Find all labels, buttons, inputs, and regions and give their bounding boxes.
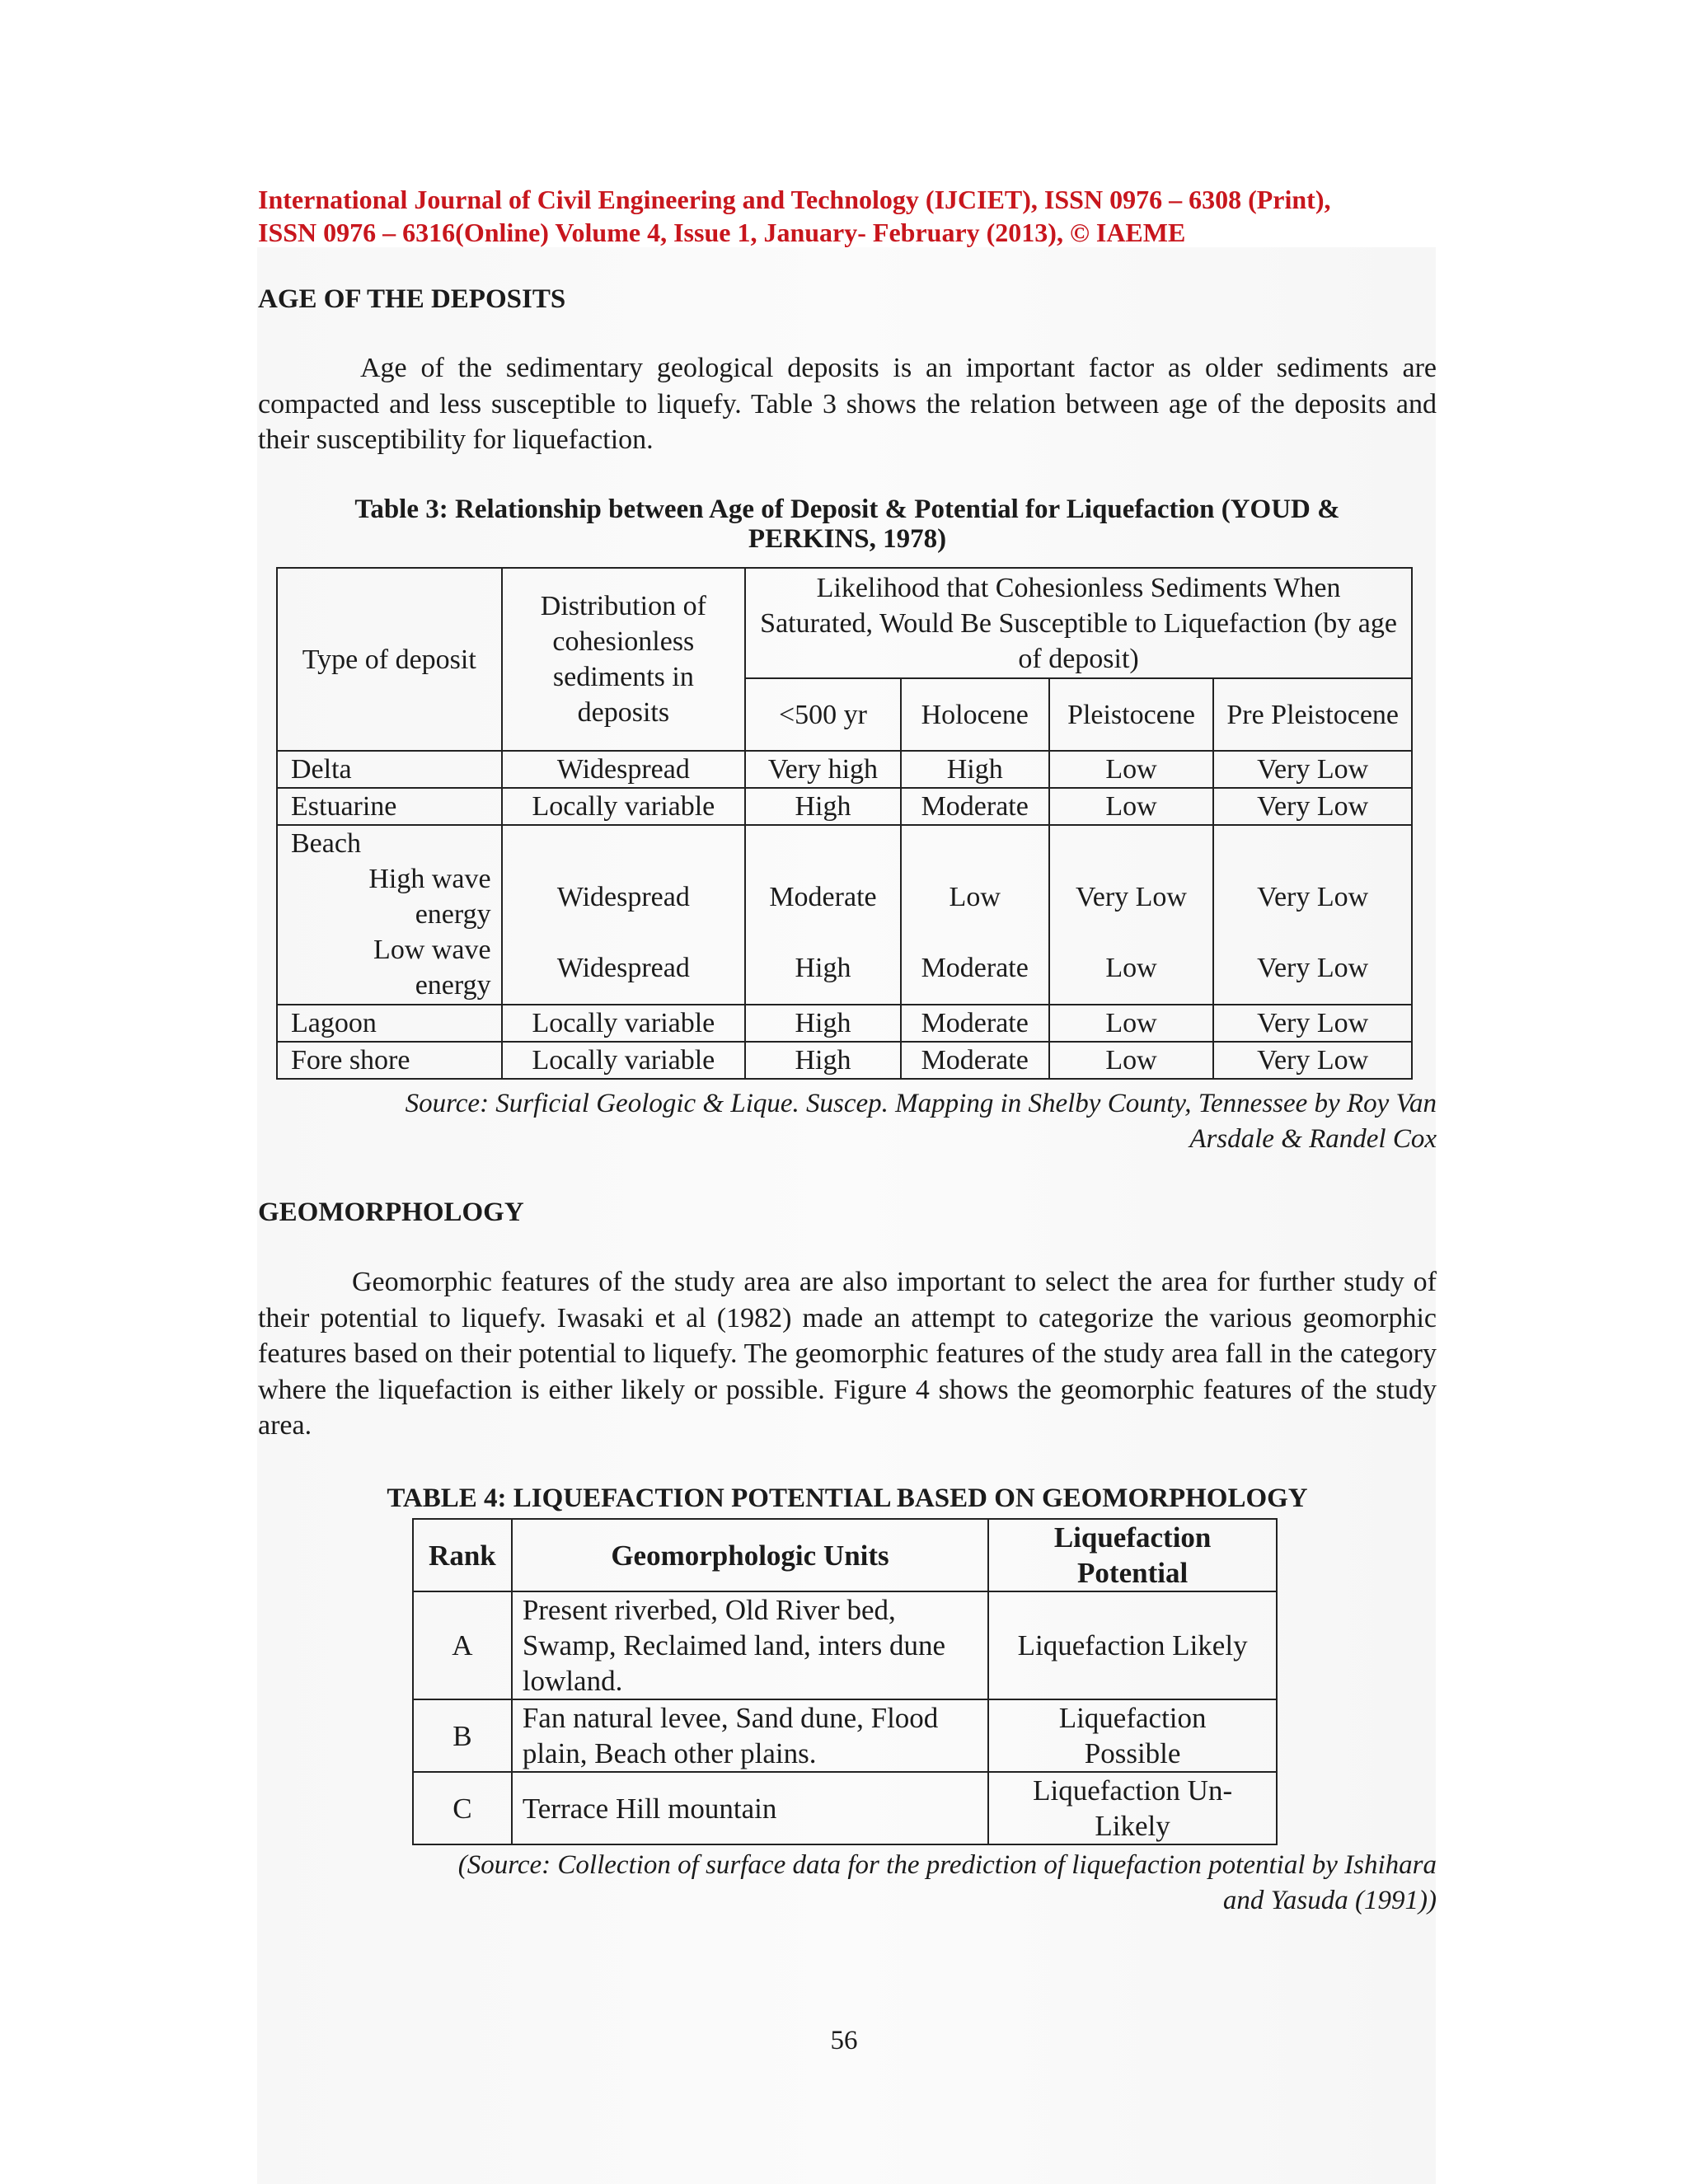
table3-cell-value-beach xyxy=(745,825,901,1005)
table4-header-potential: Liquefaction Potential xyxy=(988,1519,1277,1591)
table4-cell-units: Fan natural levee, Sand dune, Flood plain, Beach other plains. xyxy=(512,1699,988,1772)
table3-cell-value-beach xyxy=(901,825,1049,1005)
table3-beach-low-wave: Low wave energy xyxy=(373,935,491,1001)
table3-cell-value: Very Low xyxy=(1257,881,1369,912)
table3-cell-value: Low xyxy=(1105,952,1157,983)
table3 xyxy=(276,567,1413,1080)
journal-header-line-1: International Journal of Civil Engineering and Technology (IJCIET), ISSN 0976 – 6308 (Print), xyxy=(258,185,1331,214)
paragraph-geomorphology: Geomorphic features of the study area are also important to select the area for further study of their potential to liquefy. Iwasaki et al (1982) made an attempt to categorize the various geomorphic features based on their potential to liquefy. The geomorphic features of the study area fall in the category where the liquefaction is either likely or possible. Figure 4 shows the geomorphic features of the study area. xyxy=(258,1267,1437,1441)
table4-cell-rank: C xyxy=(413,1772,512,1844)
table3-cell-value: Very Low xyxy=(1213,1005,1412,1042)
table3-cell-value: Very Low xyxy=(1213,1042,1412,1079)
table4-caption: TABLE 4: LIQUEFACTION POTENTIAL BASED ON GEOMORPHOLOGY xyxy=(387,1483,1308,1513)
table3-cell-type-beach xyxy=(277,825,502,1005)
table3-cell-value: Moderate xyxy=(901,1005,1049,1042)
table-row xyxy=(413,1772,1277,1844)
table4-cell-potential: Liquefaction Likely xyxy=(988,1591,1277,1699)
table3-header-type: Type of deposit xyxy=(277,568,502,751)
table3-cell-value: Low xyxy=(949,881,1001,912)
table4-cell-units: Present riverbed, Old River bed, Swamp, Reclaimed land, inters dune lowland. xyxy=(512,1591,988,1699)
table-row xyxy=(277,788,1412,825)
page-number: 56 xyxy=(830,2026,858,2055)
table3-header-likelihood: Likelihood that Cohesionless Sediments When Saturated, Would Be Susceptible to Liquefaction (by age of deposit) xyxy=(745,568,1412,678)
table3-cell-value: Very Low xyxy=(1213,788,1412,825)
table3-cell-type: Fore shore xyxy=(277,1042,502,1079)
table3-cell-type: Delta xyxy=(277,751,502,788)
table4-header-units: Geomorphologic Units xyxy=(512,1519,988,1591)
table4-source xyxy=(258,1848,1437,1919)
table3-caption-line-2: PERKINS, 1978) xyxy=(748,524,947,554)
table3-cell-value: Very Low xyxy=(1257,952,1369,983)
table3-cell-value: Moderate xyxy=(901,788,1049,825)
table3-age-lt500: <500 yr xyxy=(745,678,901,751)
table3-cell-distribution-beach xyxy=(502,825,746,1005)
table3-beach-label: Beach xyxy=(291,828,361,859)
table3-cell-value: High xyxy=(901,751,1049,788)
table3-age-pre-pleistocene: Pre Pleistocene xyxy=(1213,678,1412,751)
table3-age-pleistocene: Pleistocene xyxy=(1049,678,1214,751)
table3-cell-distribution: Widespread xyxy=(556,881,690,912)
table3-cell-type: Lagoon xyxy=(277,1005,502,1042)
table-row xyxy=(277,1042,1412,1079)
table3-cell-value: Low xyxy=(1049,751,1214,788)
table4-header-row xyxy=(413,1519,1277,1591)
table4 xyxy=(412,1518,1278,1845)
table3-caption-line-1: Table 3: Relationship between Age of Deposit & Potential for Liquefaction (YOUD & xyxy=(354,494,1340,524)
table3-cell-value: Very high xyxy=(745,751,901,788)
table4-cell-rank: A xyxy=(413,1591,512,1699)
table3-cell-value: Low xyxy=(1049,1042,1214,1079)
table3-cell-value: Very Low xyxy=(1213,751,1412,788)
table3-cell-value: Very Low xyxy=(1075,881,1187,912)
table3-cell-value-beach xyxy=(1213,825,1412,1005)
table3-cell-distribution: Locally variable xyxy=(502,1042,746,1079)
table4-cell-rank: B xyxy=(413,1699,512,1772)
table-row-beach xyxy=(277,825,1412,1005)
section-heading-age: AGE OF THE DEPOSITS xyxy=(258,284,566,314)
table3-cell-value: Moderate xyxy=(769,881,877,912)
table3-beach-high-wave: High wave energy xyxy=(368,864,491,930)
table3-cell-distribution: Widespread xyxy=(502,751,746,788)
table3-cell-value: High xyxy=(745,788,901,825)
journal-header xyxy=(258,183,1438,249)
table3-cell-distribution: Widespread xyxy=(556,952,690,983)
table3-source xyxy=(231,1086,1437,1157)
table3-cell-value: Moderate xyxy=(901,1042,1049,1079)
table-row xyxy=(277,1005,1412,1042)
table-row xyxy=(413,1699,1277,1772)
table4-source-line-1: (Source: Collection of surface data for the prediction of liquefaction potential by Ishihara xyxy=(457,1850,1437,1880)
table3-cell-distribution: Locally variable xyxy=(502,788,746,825)
table3-age-holocene: Holocene xyxy=(901,678,1049,751)
table-row xyxy=(277,751,1412,788)
table4-cell-units: Terrace Hill mountain xyxy=(512,1772,988,1844)
table3-source-line-1: Source: Surficial Geologic & Lique. Suscep. Mapping in Shelby County, Tennessee by Roy Van xyxy=(405,1089,1437,1118)
table3-cell-type: Estuarine xyxy=(277,788,502,825)
table3-cell-distribution: Locally variable xyxy=(502,1005,746,1042)
table3-cell-value: Low xyxy=(1049,788,1214,825)
journal-header-line-2: ISSN 0976 – 6316(Online) Volume 4, Issue 1, January- February (2013), © IAEME xyxy=(258,218,1186,247)
table3-cell-value: High xyxy=(745,1042,901,1079)
table3-caption xyxy=(258,492,1437,554)
table3-cell-value: Low xyxy=(1049,1005,1214,1042)
table3-cell-value: High xyxy=(745,1005,901,1042)
table3-header-row xyxy=(277,568,1412,678)
table3-cell-value: High xyxy=(795,952,851,983)
section-heading-geomorphology: GEOMORPHOLOGY xyxy=(258,1197,524,1227)
table3-header-distribution: Distribution of cohesionless sediments in deposits xyxy=(502,568,746,751)
table4-source-line-2: and Yasuda (1991)) xyxy=(1222,1886,1437,1915)
paragraph-age: Age of the sedimentary geological deposits is an important factor as older sediments are compacted and less susceptible to liquefy. Table 3 shows the relation between age of the deposits and their susceptibility for liquefaction. xyxy=(258,353,1437,455)
table4-cell-potential: Liquefaction Un-Likely xyxy=(988,1772,1277,1844)
table-row xyxy=(413,1591,1277,1699)
table3-source-line-2: Arsdale & Randel Cox xyxy=(1189,1124,1437,1154)
table4-cell-potential: Liquefaction Possible xyxy=(988,1699,1277,1772)
table3-cell-value: Moderate xyxy=(921,952,1029,983)
table3-cell-value-beach xyxy=(1049,825,1214,1005)
table4-header-rank: Rank xyxy=(413,1519,512,1591)
